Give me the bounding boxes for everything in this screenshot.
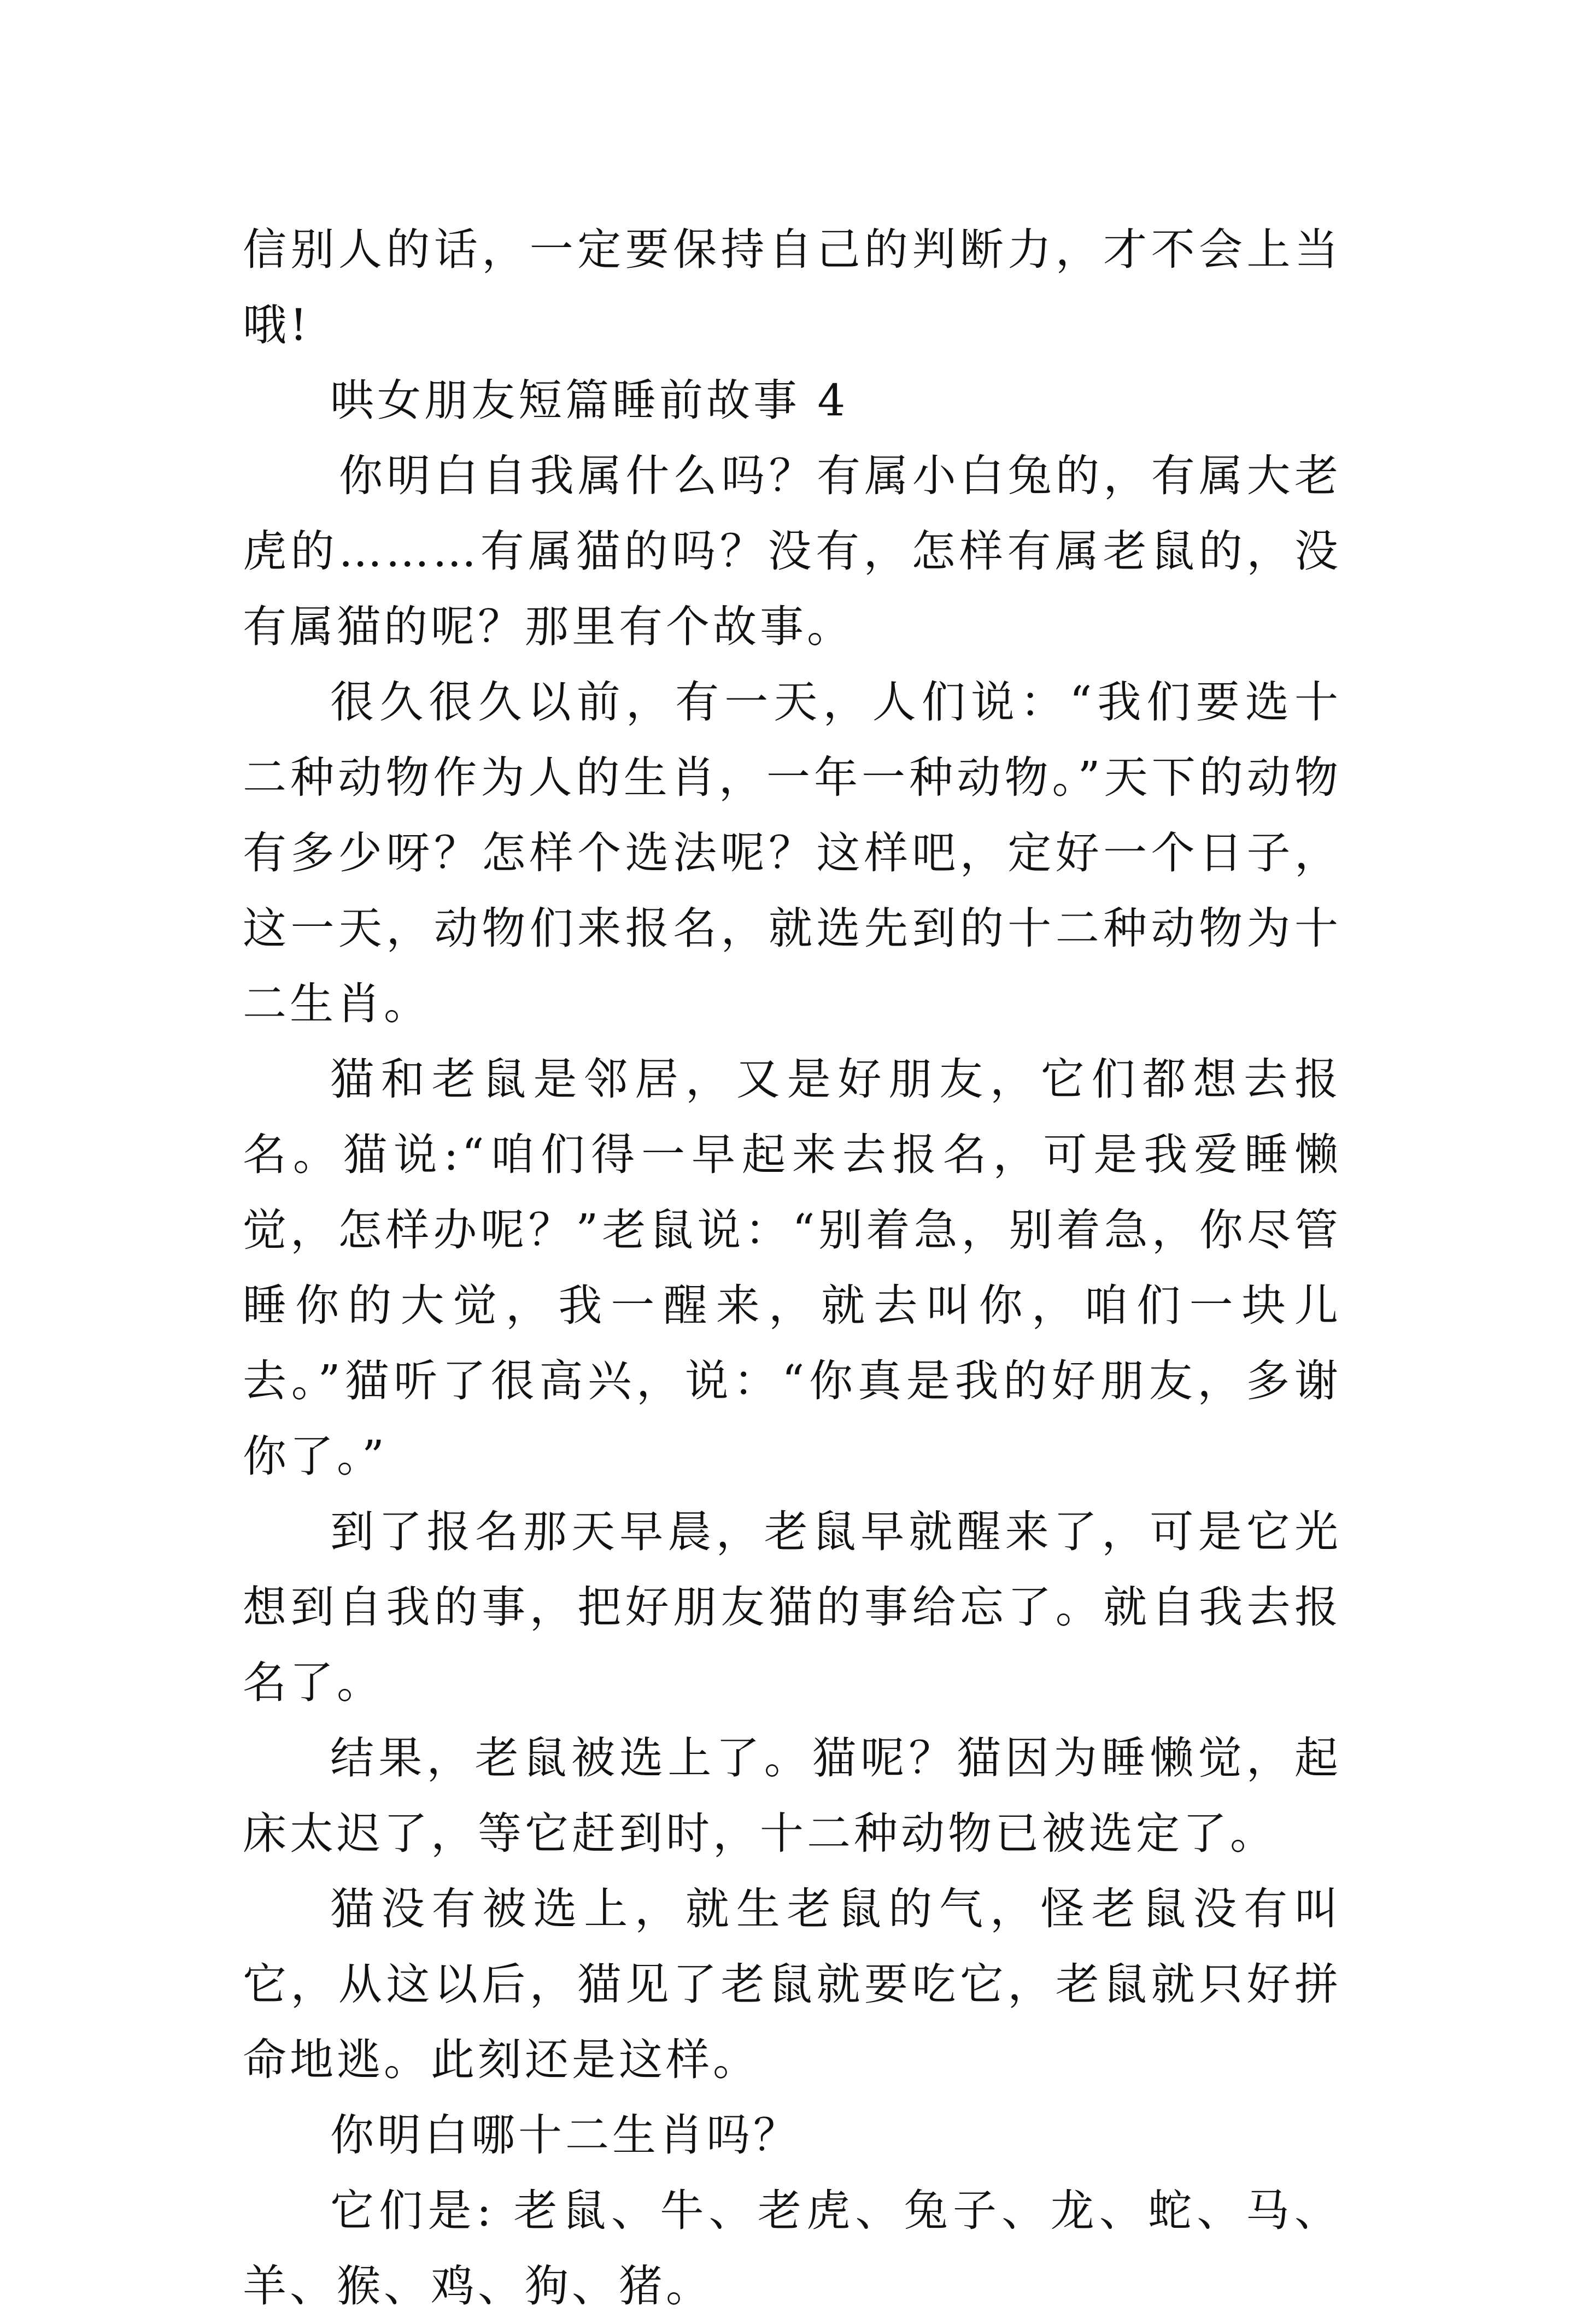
paragraph-cat-and-mouse: 猫和老鼠是邻居，又是好朋友，它们都想去报名。猫说:“咱们得一早起来去报名，可是我爱睡懒觉，怎样办呢？”老鼠说：“别着急，别着急，你尽管睡你的大觉，我一醒来，就去叫你，咱们一块儿去。”猫听了很高兴，说：“你真是我的好朋友，多谢你了。” — [243, 1054, 1341, 1482]
paragraph-continuation: 信别人的话，一定要保持自己的判断力，才不会上当哦! — [243, 224, 1341, 350]
paragraph-registration-day: 到了报名那天早晨，老鼠早就醒来了，可是它光想到自我的事，把好朋友猫的事给忘了。就自我去报名了。 — [243, 1506, 1341, 1708]
paragraph-result: 结果，老鼠被选上了。猫呢？猫因为睡懒觉，起床太迟了，等它赶到时，十二种动物已被选定了。 — [243, 1733, 1341, 1859]
paragraph-intro: 你明白自我属什么吗？有属小白兔的，有属大老虎的………有属猫的吗？没有，怎样有属老鼠的，没有属猫的呢？那里有个故事。 — [243, 450, 1341, 652]
paragraph-long-ago: 很久很久以前，有一天，人们说：“我们要选十二种动物作为人的生肖，一年一种动物。”天下的动物有多少呀？怎样个选法呢？这样吧，定好一个日子，这一天，动物们来报名，就选先到的十二种动物为十二生肖。 — [243, 677, 1341, 1029]
paragraph-aftermath: 猫没有被选上，就生老鼠的气，怪老鼠没有叫它，从这以后，猫见了老鼠就要吃它，老鼠就只好拼命地逃。此刻还是这样。 — [243, 1883, 1341, 2085]
story-text — [243, 212, 1341, 2324]
paragraph-question: 你明白哪十二生肖吗？ — [330, 2110, 800, 2161]
paragraph-zodiac-list: 它们是: 老鼠、牛、老虎、兔子、龙、蛇、马、羊、猴、鸡、狗、猪。 — [243, 2185, 1341, 2311]
story-title: 哄女朋友短篇睡前故事 4 — [330, 375, 849, 426]
